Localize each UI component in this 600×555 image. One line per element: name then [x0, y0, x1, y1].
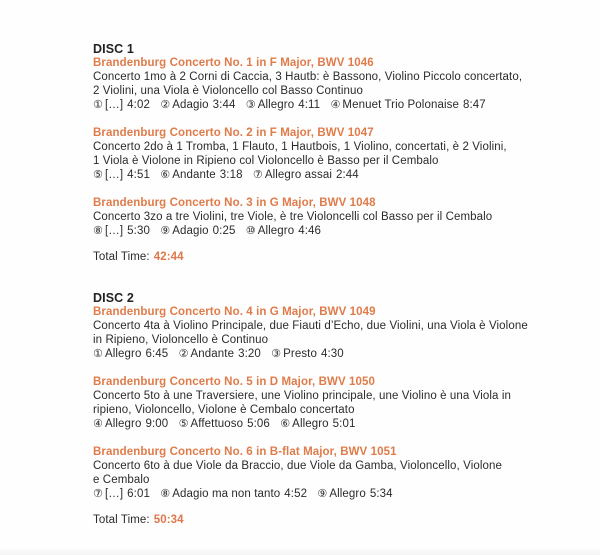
desc-line: Concerto 6to à due Viole da Braccio, due Viole da Gamba, Violoncello, Violone — [93, 460, 502, 472]
track-number-icon: ⑥ — [160, 168, 171, 181]
track-name: Andante — [190, 348, 235, 360]
track-time: 6:45 — [145, 348, 169, 360]
concerto-title: Brandenburg Concerto No. 5 in D Major, BWV 1050 — [93, 376, 376, 388]
track-number-icon: ③ — [245, 98, 256, 111]
track-time: 3:18 — [219, 169, 243, 181]
track-entry — [246, 225, 321, 237]
track-entry — [317, 488, 392, 500]
total-time-row — [93, 250, 568, 264]
track-entry — [246, 99, 320, 111]
disc-section-2 — [93, 291, 568, 527]
track-number-icon: ⑧ — [93, 224, 103, 237]
track-list — [93, 98, 568, 112]
concerto-title: Brandenburg Concerto No. 2 in F Major, BWV 1047 — [93, 127, 374, 139]
total-time-label: Total Time: — [93, 251, 150, 263]
track-number-icon: ① — [93, 347, 103, 360]
track-number-icon: ⑤ — [93, 168, 103, 181]
desc-line: Concerto 4ta à Violino Principale, due Fiauti d’Echo, due Violini, una Viola è Violone — [93, 320, 528, 332]
track-name: […] — [104, 99, 124, 111]
desc-line: Concerto 2do à 1 Tromba, 1 Flauto, 1 Hautbois, 1 Violino, concertati, è 2 Violini, — [93, 141, 507, 153]
track-entry — [280, 418, 355, 430]
track-number-icon: ⑤ — [178, 417, 189, 430]
track-name: […] — [104, 225, 124, 237]
track-list — [93, 224, 568, 238]
track-entry — [160, 99, 235, 111]
track-name: Adagio — [172, 225, 209, 237]
desc-line: 1 Viola è Violone in Ripieno col Violoncello è Basso per il Cembalo — [93, 155, 439, 167]
concerto-title: Brandenburg Concerto No. 4 in G Major, BWV 1049 — [93, 306, 376, 318]
track-list — [93, 487, 568, 501]
track-number-icon: ④ — [93, 417, 103, 430]
concerto-block-6 — [93, 445, 568, 501]
track-name: […] — [104, 488, 124, 500]
track-time: 5:01 — [332, 418, 356, 430]
track-number-icon: ④ — [330, 98, 341, 111]
track-number-icon: ⑦ — [93, 487, 103, 500]
track-entry — [271, 348, 344, 360]
track-name: Affettuoso — [190, 418, 244, 430]
track-time: 0:25 — [212, 225, 236, 237]
concerto-instrumentation — [93, 70, 568, 98]
track-time: 5:34 — [369, 488, 393, 500]
page-edge-shadow — [0, 547, 600, 555]
track-entry — [179, 418, 270, 430]
concerto-block-5 — [93, 375, 568, 431]
track-entry — [160, 169, 242, 181]
total-time-row — [93, 513, 568, 527]
track-time: 4:30 — [320, 348, 344, 360]
concerto-instrumentation — [93, 319, 568, 347]
desc-line: in Ripieno, Violoncello è Continuo — [93, 334, 269, 346]
track-name: Andante — [172, 169, 216, 181]
concerto-instrumentation — [93, 210, 568, 224]
track-name: Allegro — [329, 488, 366, 500]
concerto-title: Brandenburg Concerto No. 6 in B-flat Major, BWV 1051 — [93, 446, 397, 458]
disc-heading: DISC 2 — [93, 291, 134, 305]
desc-line: Concerto 5to à une Traversiere, une Violino principale, une Violino è una Viola in — [93, 390, 511, 402]
desc-line: ripieno, Violoncello, Violone è Cembalo concertato — [93, 404, 355, 416]
track-number-icon: ⑧ — [160, 487, 171, 500]
track-time: 4:51 — [127, 169, 150, 181]
track-name: Menuet Trio Polonaise — [342, 99, 459, 111]
track-number-icon: ① — [93, 98, 103, 111]
disc-heading: DISC 1 — [93, 42, 134, 56]
disc-section-1 — [93, 42, 568, 264]
track-time: 9:00 — [145, 418, 169, 430]
track-name: Adagio — [172, 99, 209, 111]
total-time-value: 50:34 — [153, 514, 184, 526]
track-entry — [93, 225, 150, 237]
track-time: 4:52 — [284, 488, 308, 500]
concerto-block-2 — [93, 126, 568, 182]
track-time: 3:44 — [212, 99, 236, 111]
concerto-block-4 — [93, 305, 568, 361]
concerto-instrumentation — [93, 140, 568, 168]
total-time-label: Total Time: — [93, 514, 150, 526]
concerto-title: Brandenburg Concerto No. 1 in F Major, BWV 1046 — [93, 57, 374, 69]
track-entry — [93, 99, 150, 111]
track-name: Allegro — [104, 418, 142, 430]
track-name: Allegro — [257, 99, 295, 111]
track-name: Presto — [283, 348, 317, 360]
tracklist-content — [93, 42, 568, 527]
track-entry — [160, 488, 307, 500]
track-entry — [93, 348, 168, 360]
concerto-instrumentation — [93, 459, 568, 487]
track-time: 5:06 — [247, 418, 270, 430]
track-list — [93, 347, 568, 361]
track-number-icon: ② — [178, 347, 189, 360]
track-name: Allegro — [104, 348, 142, 360]
track-list — [93, 417, 568, 431]
track-number-icon: ③ — [271, 347, 282, 360]
track-entry — [160, 225, 235, 237]
track-entry — [179, 348, 261, 360]
concerto-block-1 — [93, 56, 568, 112]
track-entry — [253, 169, 359, 181]
concerto-block-3 — [93, 196, 568, 238]
track-name: Allegro — [292, 418, 329, 430]
track-number-icon: ⑨ — [160, 224, 171, 237]
track-entry — [93, 169, 150, 181]
track-time: 6:01 — [127, 488, 150, 500]
track-name: Allegro assai — [264, 169, 332, 181]
desc-line: Concerto 3zo a tre Violini, tre Viole, è tre Violoncelli col Basso per il Cembalo — [93, 211, 493, 223]
track-number-icon: ② — [160, 98, 171, 111]
track-time: 4:11 — [298, 99, 321, 111]
track-time: 4:02 — [127, 99, 150, 111]
track-time: 8:47 — [462, 99, 486, 111]
track-number-icon: ⑥ — [280, 417, 291, 430]
track-name: […] — [104, 169, 124, 181]
track-entry — [93, 488, 150, 500]
concerto-title: Brandenburg Concerto No. 3 in G Major, BWV 1048 — [93, 197, 376, 209]
track-list — [93, 168, 568, 182]
track-entry — [93, 418, 168, 430]
track-name: Allegro — [257, 225, 295, 237]
track-number-icon: ⑦ — [252, 168, 263, 181]
concerto-instrumentation — [93, 389, 568, 417]
track-name: Adagio ma non tanto — [172, 488, 281, 500]
track-number-icon: ⑨ — [317, 487, 328, 500]
track-entry — [330, 99, 485, 111]
track-time: 4:46 — [298, 225, 322, 237]
track-time: 5:30 — [127, 225, 150, 237]
track-number-icon: ⑩ — [245, 224, 256, 237]
desc-line: e Cembalo — [93, 474, 150, 486]
desc-line: 2 Violini, una Viola è Violoncello col Basso Continuo — [93, 85, 363, 97]
desc-line: Concerto 1mo à 2 Corni di Caccia, 3 Hautb: è Bassono, Violino Piccolo concertato, — [93, 71, 523, 83]
track-time: 3:20 — [238, 348, 261, 360]
total-time-value: 42:44 — [153, 251, 184, 263]
track-time: 2:44 — [335, 169, 359, 181]
